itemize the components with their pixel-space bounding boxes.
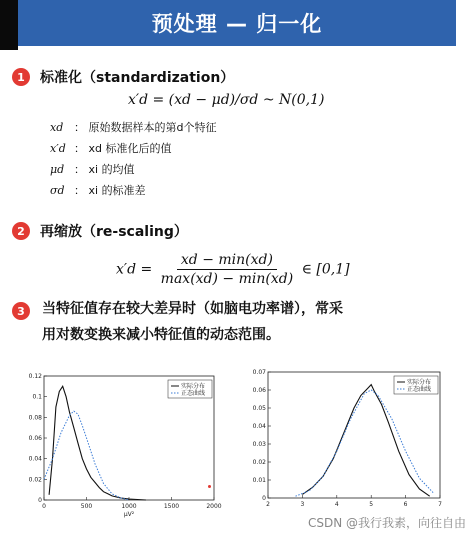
y-tick-label: 0.02 bbox=[252, 459, 266, 466]
x-tick-label: 6 bbox=[403, 501, 408, 508]
definition-item: x′d ： xd 标准化后的值 bbox=[50, 138, 216, 159]
y-tick-label: 0.1 bbox=[32, 393, 42, 401]
raw-distribution-chart bbox=[28, 370, 222, 520]
formula-lhs: x′d = bbox=[116, 261, 153, 278]
section-badge-2: 2 bbox=[12, 222, 30, 240]
definition-text: xd 标准化后的值 bbox=[88, 142, 172, 155]
y-tick-label: 0.04 bbox=[252, 423, 266, 430]
definition-item: σd ： xi 的标准差 bbox=[50, 180, 216, 201]
y-tick-label: 0.08 bbox=[28, 414, 42, 422]
definition-item: μd ： xi 的均值 bbox=[50, 159, 216, 180]
legend-label: 实际分布 bbox=[407, 379, 432, 386]
y-tick-label: 0 bbox=[262, 495, 266, 502]
y-tick-label: 0.04 bbox=[28, 455, 42, 463]
series-line-normal bbox=[44, 411, 129, 500]
x-tick-label: 3 bbox=[300, 501, 305, 508]
x-tick-label: 4 bbox=[334, 501, 339, 508]
series-line-actual bbox=[49, 386, 146, 500]
x-tick-label: 1000 bbox=[121, 503, 137, 510]
definition-text: xi 的标准差 bbox=[88, 184, 146, 197]
series-line-actual bbox=[302, 385, 432, 497]
y-tick-label: 0.07 bbox=[252, 369, 266, 376]
x-axis-label: μV² bbox=[123, 511, 135, 518]
x-tick-label: 1500 bbox=[163, 503, 180, 510]
definition-symbol: μd bbox=[50, 163, 65, 176]
paragraph-line-2: 用对数变换来减小特征值的动态范围。 bbox=[42, 327, 280, 343]
legend-label: 正态曲线 bbox=[407, 386, 432, 393]
y-tick-label: 0.06 bbox=[252, 387, 266, 394]
slide-title: 预处理 — 归一化 bbox=[18, 0, 456, 46]
y-tick-label: 0.12 bbox=[28, 373, 42, 380]
x-tick-label: 500 bbox=[80, 503, 93, 510]
definition-symbol: σd bbox=[50, 184, 65, 197]
log-distribution-chart bbox=[252, 366, 444, 518]
y-tick-label: 0.06 bbox=[28, 435, 42, 442]
definition-symbol: x′d bbox=[50, 142, 66, 155]
x-tick-label: 0 bbox=[42, 503, 46, 510]
definition-list bbox=[50, 117, 216, 201]
left-dark-strip bbox=[0, 0, 18, 50]
section-badge-1: 1 bbox=[12, 68, 30, 86]
rescaling-formula bbox=[116, 252, 350, 287]
section-heading-rescaling: 再缩放（re-scaling） bbox=[40, 224, 188, 240]
formula-fraction bbox=[157, 252, 297, 287]
definition-text: 原始数据样本的第d个特征 bbox=[88, 121, 217, 134]
y-tick-label: 0.01 bbox=[252, 477, 266, 484]
y-tick-label: 0.05 bbox=[252, 405, 266, 412]
x-tick-label: 2000 bbox=[206, 503, 222, 510]
x-tick-label: 5 bbox=[369, 501, 374, 508]
paragraph-line-1: 当特征值存在较大差异时（如脑电功率谱），常采 bbox=[42, 301, 343, 317]
red-dot-marker bbox=[208, 485, 211, 488]
section-heading-standardization: 标准化（standardization） bbox=[40, 70, 235, 86]
legend-label: 正态曲线 bbox=[181, 390, 206, 397]
y-tick-label: 0 bbox=[38, 497, 42, 504]
standardization-formula: x′d = (xd − μd)/σd ~ N(0,1) bbox=[128, 92, 325, 108]
y-tick-label: 0.03 bbox=[252, 441, 266, 448]
y-tick-label: 0.02 bbox=[28, 476, 42, 484]
log-transform-paragraph bbox=[42, 296, 343, 348]
x-tick-label: 2 bbox=[266, 501, 270, 508]
csdn-watermark: CSDN @我行我素，向往自由 bbox=[307, 516, 466, 530]
section-badge-3: 3 bbox=[12, 302, 30, 320]
legend-label: 实际分布 bbox=[181, 383, 206, 390]
definition-symbol: xd bbox=[50, 121, 64, 134]
formula-rhs: ∈ [0,1] bbox=[301, 261, 350, 278]
formula-denominator: max(xd) − min(xd) bbox=[160, 271, 294, 287]
x-tick-label: 7 bbox=[438, 501, 442, 508]
formula-numerator: xd − min(xd) bbox=[177, 252, 277, 270]
definition-item: xd ： 原始数据样本的第d个特征 bbox=[50, 117, 216, 138]
definition-text: xi 的均值 bbox=[88, 163, 135, 176]
